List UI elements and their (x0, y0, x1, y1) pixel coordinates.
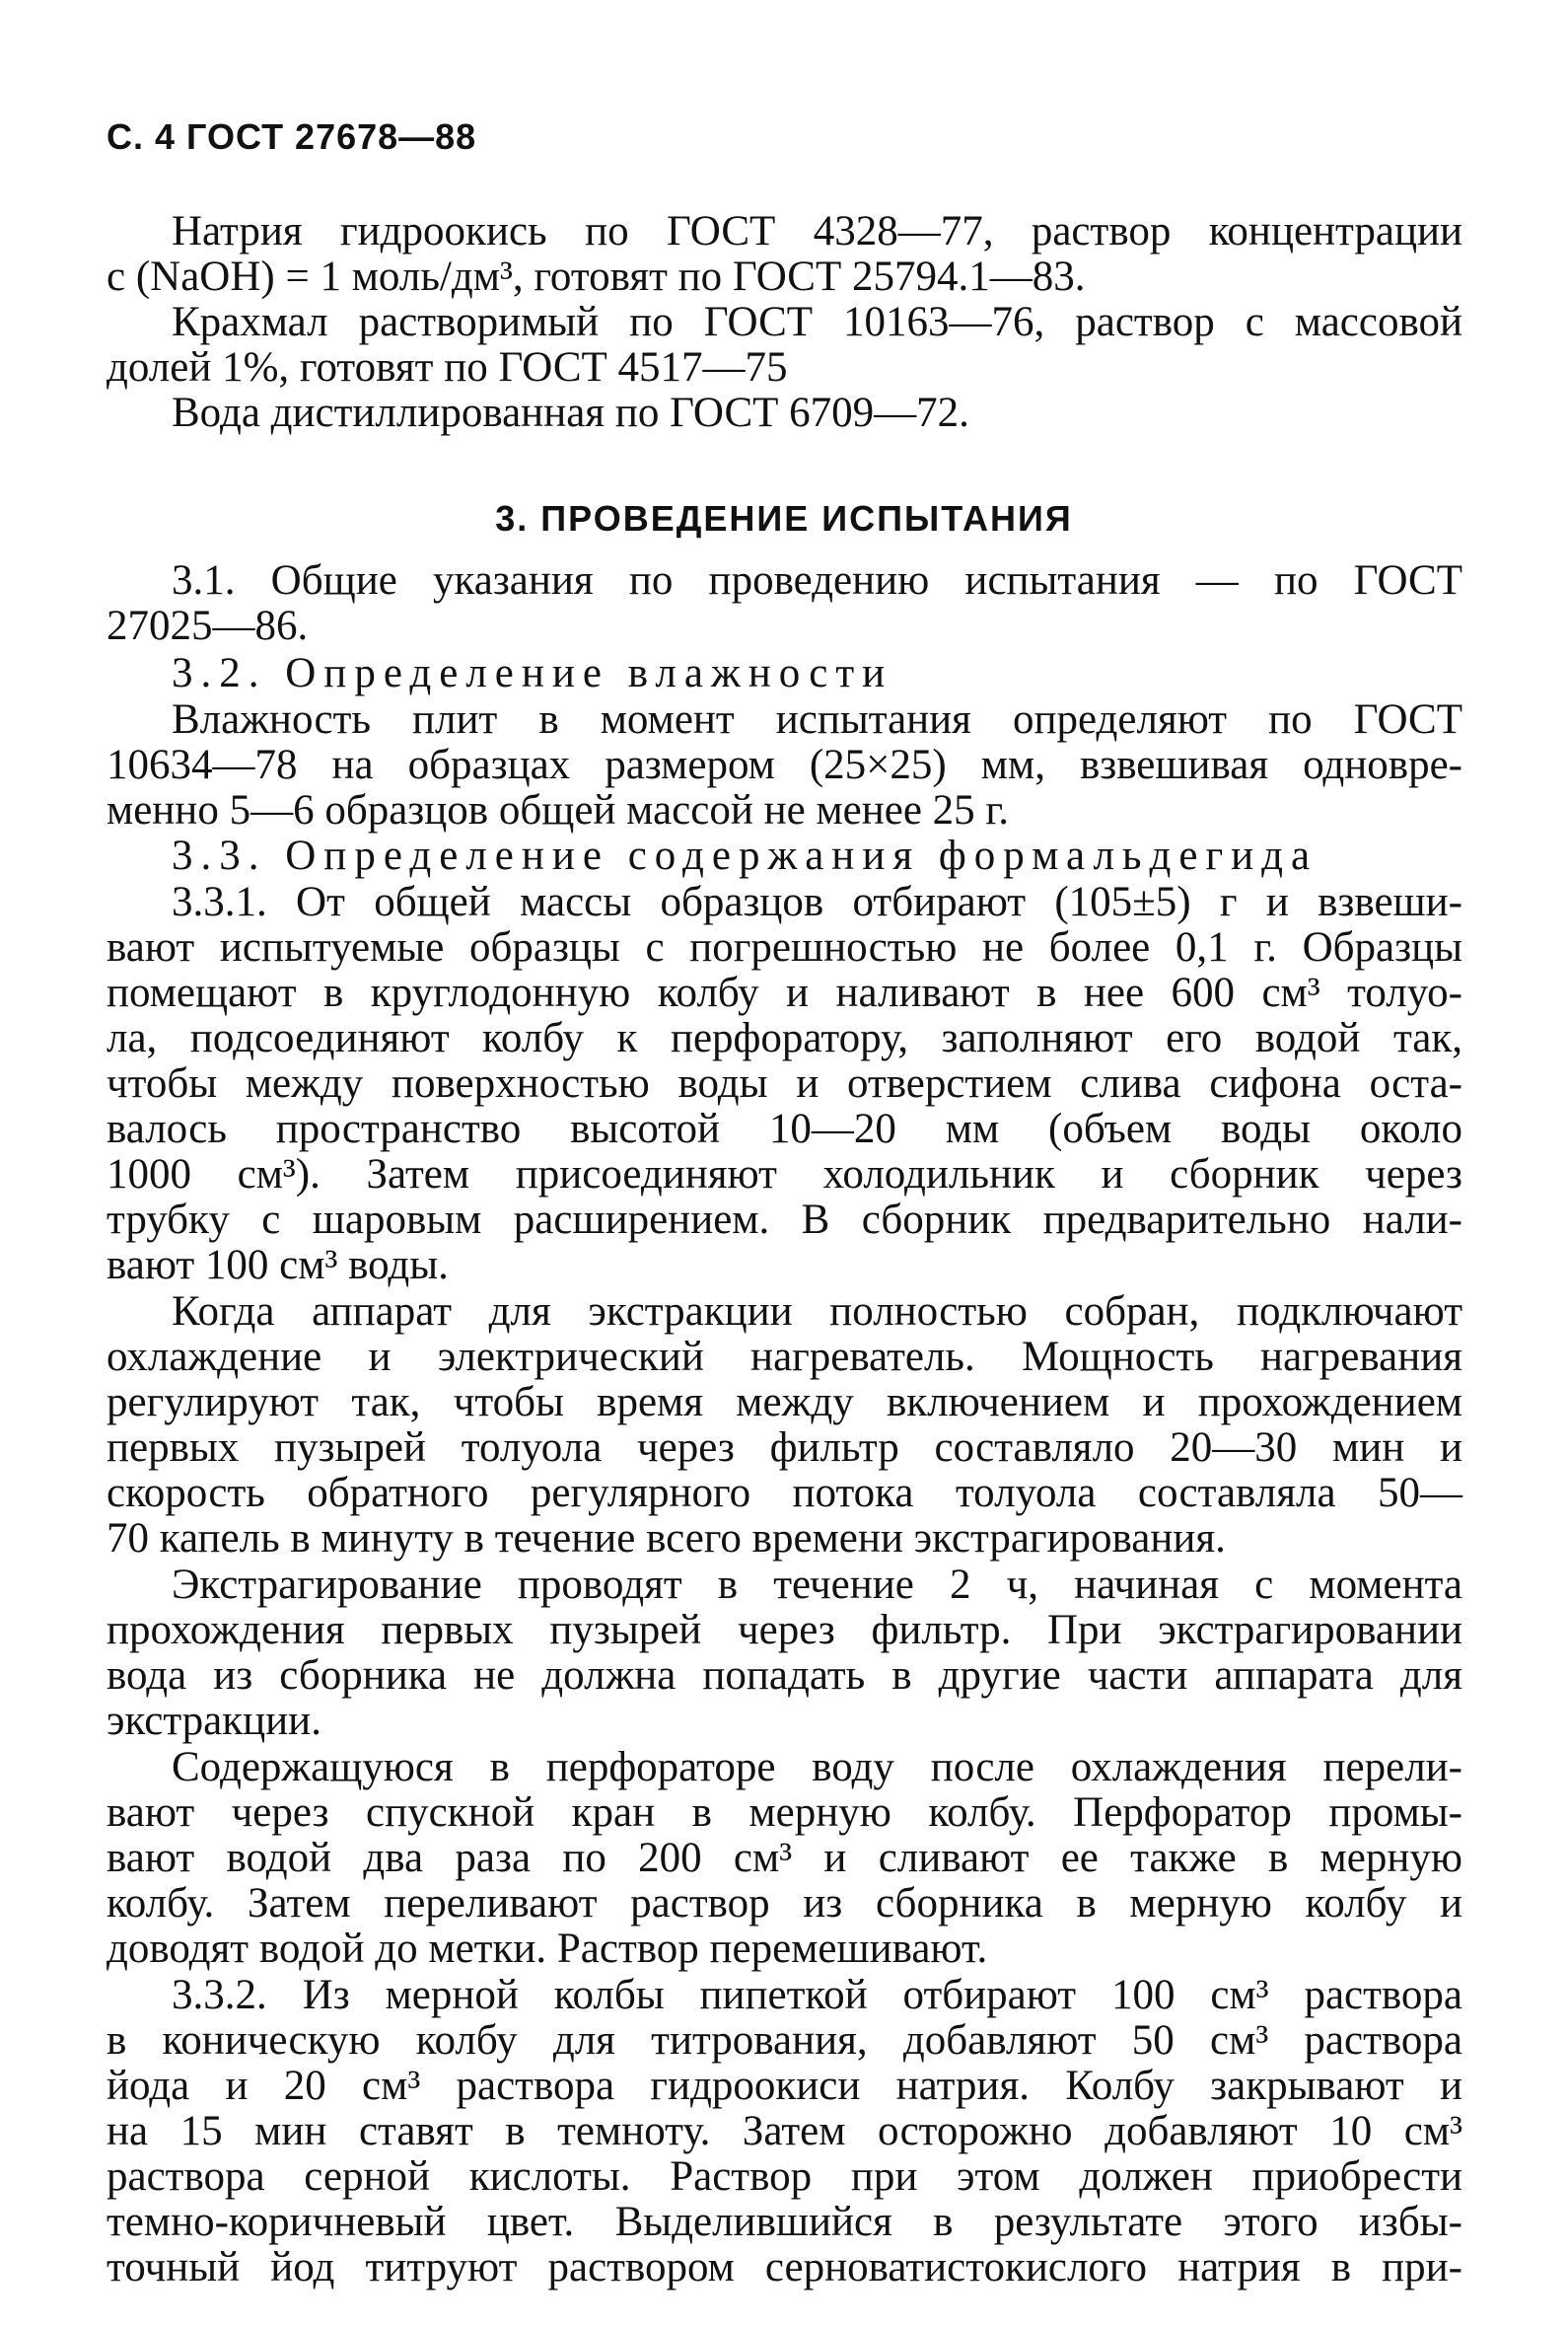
text-line: Экстрагирование проводят в течение 2 ч, начиная с момента (172, 1562, 1462, 1608)
text-line: Содержащуюся в перфораторе воду после охлаждения перели- (172, 1744, 1462, 1790)
text-line: Влажность плит в момент испытания определяют по ГОСТ (172, 696, 1462, 743)
text-line: 70 капель в минуту в течение всего времени экстрагирования. (107, 1515, 1226, 1562)
subsection-title: 3.2. Определение влажности (172, 650, 893, 696)
text-line: вода из сборника не должна попадать в другие части аппарата для (107, 1652, 1462, 1699)
text-line: вают через спускной кран в мерную колбу. Перфоратор промы- (107, 1789, 1462, 1836)
subsection-title: 3.3. Определение содержания формальдегида (172, 833, 1319, 879)
text-line: 3.3.2. Из мерной колбы пипеткой отбирают 100 см³ раствора (172, 1972, 1462, 2018)
text-line: менно 5—6 образцов общей массой не менее 25 г. (107, 787, 1009, 834)
text-line: прохождения первых пузырей через фильтр. При экстрагировании (107, 1607, 1462, 1653)
text-line: Натрия гидроокись по ГОСТ 4328—77, раствор концентрации (172, 208, 1462, 254)
text-line: Когда аппарат для экстракции полностью собран, подключают (172, 1288, 1462, 1335)
section-title: 3. ПРОВЕДЕНИЕ ИСПЫТАНИЯ (495, 498, 1073, 539)
text-line: раствора серной кислоты. Раствор при этом должен приобрести (107, 2153, 1462, 2200)
text-line: йода и 20 см³ раствора гидроокиси натрия. Колбу закрывают и (107, 2063, 1462, 2109)
text-line: в коническую колбу для титрования, добавляют 50 см³ раствора (107, 2017, 1462, 2064)
text-line: 3.1. Общие указания по проведению испытания — по ГОСТ (172, 557, 1462, 604)
text-line: валось пространство высотой 10—20 мм (объем воды около (107, 1106, 1462, 1152)
text-line: точный йод титруют раствором серноватистокислого натрия в при- (107, 2244, 1462, 2290)
text-line: скорость обратного регулярного потока толуола составляла 50— (107, 1470, 1462, 1516)
text-line: помещают в круглодонную колбу и наливают в нее 600 см³ толуо- (107, 970, 1462, 1016)
text-line: 3.3.1. От общей массы образцов отбирают (105±5) г и взвеши- (172, 879, 1462, 925)
text-line: охлаждение и электрический нагреватель. Мощность нагревания (107, 1334, 1462, 1380)
text-line: Вода дистиллированная по ГОСТ 6709—72. (172, 390, 969, 436)
text-line: вают испытуемые образцы с погрешностью не более 0,1 г. Образцы (107, 924, 1462, 971)
text-line: ла, подсоединяют колбу к перфоратору, заполняют его водой так, (107, 1015, 1462, 1061)
text-line: колбу. Затем переливают раствор из сборника в мерную колбу и (107, 1880, 1462, 1926)
text-line: доводят водой до метки. Раствор перемешивают. (107, 1926, 988, 1972)
text-line: первых пузырей толуола через фильтр составляло 20—30 мин и (107, 1424, 1462, 1471)
text-line: трубку с шаровым расширением. В сборник предварительно нали- (107, 1197, 1462, 1243)
text-line: на 15 мин ставят в темноту. Затем осторожно добавляют 10 см³ (107, 2108, 1462, 2154)
page-header: С. 4 ГОСТ 27678—88 (107, 116, 477, 157)
text-line: 10634—78 на образцах размером (25×25) мм, взвешивая одновре- (107, 742, 1462, 788)
text-line: регулируют так, чтобы время между включением и прохождением (107, 1379, 1462, 1425)
text-line: 27025—86. (107, 603, 309, 649)
text-line: Крахмал растворимый по ГОСТ 10163—76, раствор с массовой (172, 299, 1462, 345)
text-line: вают водой два раза по 200 см³ и сливают ее также в мерную (107, 1835, 1462, 1881)
text-line: 1000 см³). Затем присоединяют холодильник и сборник через (107, 1151, 1462, 1198)
text-line: чтобы между поверхностью воды и отверстием слива сифона оста- (107, 1060, 1462, 1107)
text-line: долей 1%, готовят по ГОСТ 4517—75 (107, 344, 788, 391)
text-line: вают 100 см³ воды. (107, 1242, 449, 1288)
text-line: экстракции. (107, 1698, 321, 1744)
text-line: темно-коричневый цвет. Выделившийся в результате этого избы- (107, 2199, 1462, 2245)
text-line: с (NaOH) = 1 моль/дм³, готовят по ГОСТ 25794.1—83. (107, 254, 1086, 300)
